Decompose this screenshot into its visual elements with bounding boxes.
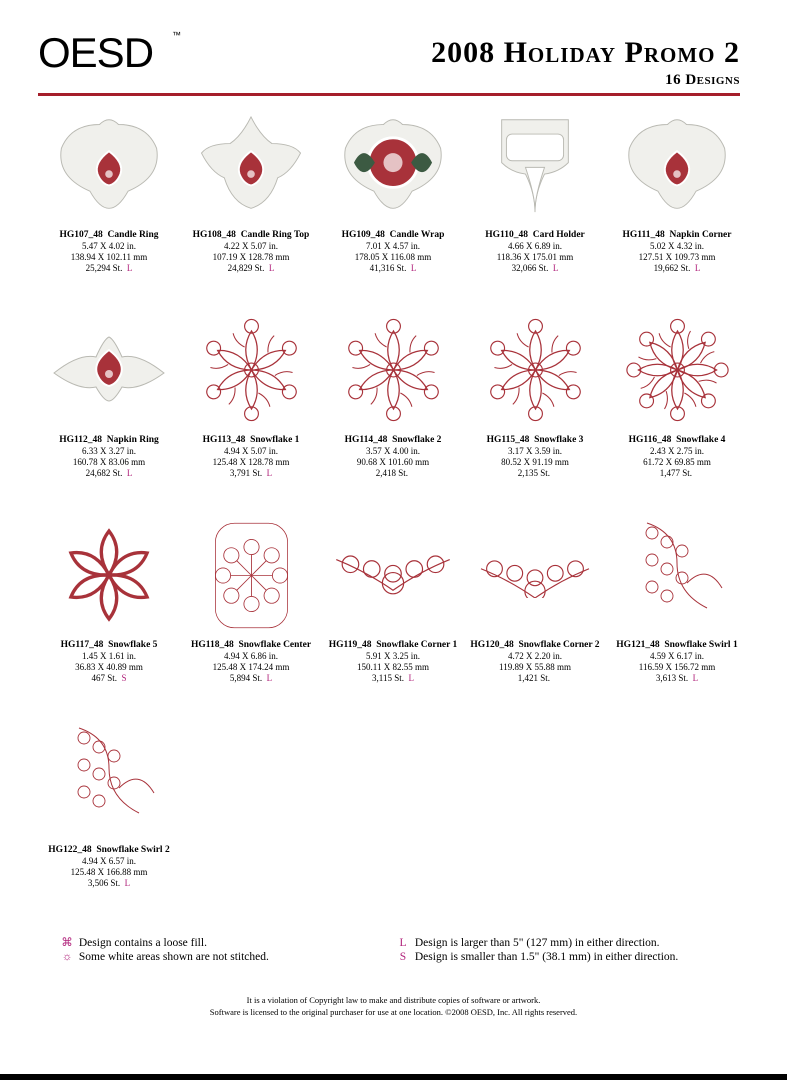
design-stitches: 25,294 St. L — [85, 263, 133, 273]
design-image — [464, 305, 606, 435]
size-mark: L — [126, 468, 133, 478]
design-stitches: 2,418 St. — [375, 468, 408, 478]
design-name: HG109_48 Candle Wrap — [341, 230, 445, 240]
design-card — [606, 305, 748, 479]
legend-large: L Design is larger than 5" (127 mm) in either direction. — [399, 937, 660, 949]
design-name: HG112_48 Napkin Ring — [59, 435, 159, 445]
design-card — [464, 305, 606, 479]
design-size-mm: 127.51 X 109.73 mm — [638, 252, 716, 262]
design-size-mm: 125.48 X 166.88 mm — [70, 867, 148, 877]
design-name: HG114_48 Snowflake 2 — [344, 435, 442, 445]
size-mark: L — [552, 263, 559, 273]
design-stitches: 1,477 St. — [659, 468, 692, 478]
design-name: HG119_48 Snowflake Corner 1 — [328, 640, 458, 650]
legend-small: S Design is smaller than 1.5" (38.1 mm) in either direction. — [399, 951, 679, 963]
design-size-in: 3.17 X 3.59 in. — [508, 446, 562, 456]
design-image — [180, 100, 322, 230]
oesd-logo: OESD ™ — [38, 29, 181, 76]
design-card — [38, 100, 180, 274]
design-size-mm: 125.48 X 174.24 mm — [212, 662, 290, 672]
design-size-in: 4.94 X 6.57 in. — [82, 856, 136, 866]
design-stitches: 1,421 St. — [517, 673, 550, 683]
design-card — [464, 510, 606, 684]
design-image — [38, 305, 180, 435]
design-size-in: 5.47 X 4.02 in. — [82, 241, 136, 251]
design-image — [322, 305, 464, 435]
legend-left — [58, 936, 269, 964]
design-size-mm: 125.48 X 128.78 mm — [212, 457, 290, 467]
design-name: HG107_48 Candle Ring — [59, 230, 159, 240]
design-size-in: 6.33 X 3.27 in. — [82, 446, 136, 456]
design-name: HG115_48 Snowflake 3 — [486, 435, 584, 445]
design-stitches: 24,682 St. L — [85, 468, 133, 478]
design-size-mm: 116.59 X 156.72 mm — [638, 662, 716, 672]
design-card — [322, 100, 464, 274]
design-stitches: 41,316 St. L — [369, 263, 417, 273]
design-card — [606, 100, 748, 274]
size-mark: L — [266, 468, 273, 478]
design-size-in: 3.57 X 4.00 in. — [366, 446, 420, 456]
design-size-mm: 61.72 X 69.85 mm — [643, 457, 711, 467]
size-mark: L — [126, 263, 133, 273]
design-image — [464, 510, 606, 640]
design-image — [464, 100, 606, 230]
design-card — [180, 100, 322, 274]
design-stitches: 3,115 St. L — [372, 673, 414, 683]
design-size-mm: 150.11 X 82.55 mm — [357, 662, 429, 672]
design-size-in: 4.22 X 5.07 in. — [224, 241, 278, 251]
design-name: HG122_48 Snowflake Swirl 2 — [48, 845, 170, 855]
size-mark: L — [124, 878, 131, 888]
design-name: HG110_48 Card Holder — [485, 230, 585, 240]
design-image — [606, 100, 748, 230]
header-rule — [38, 93, 740, 96]
design-size-in: 5.91 X 3.25 in. — [366, 651, 420, 661]
copyright-footer: It is a violation of Copyright law to make and distribute copies of software or artwork. Software is licensed to the original purchaser for use at one location. ©2008 OESD, Inc. All rights reserved. — [209, 995, 578, 1017]
design-name: HG108_48 Candle Ring Top — [192, 230, 310, 240]
legend-loose-fill: ⌘ Design contains a loose fill. — [61, 937, 207, 949]
design-size-mm: 160.78 X 83.06 mm — [72, 457, 146, 467]
size-mark: L — [694, 263, 701, 273]
design-size-in: 4.66 X 6.89 in. — [508, 241, 562, 251]
design-size-mm: 90.68 X 101.60 mm — [356, 457, 430, 467]
design-stitches: 19,662 St. L — [653, 263, 701, 273]
design-image — [38, 510, 180, 640]
size-mark: L — [408, 673, 414, 683]
design-stitches: 32,066 St. L — [511, 263, 559, 273]
design-count: 16 Designs — [665, 72, 740, 88]
legend-right — [394, 936, 678, 964]
design-card — [464, 100, 606, 274]
design-size-in: 2.43 X 2.75 in. — [650, 446, 704, 456]
design-card — [322, 305, 464, 479]
design-name: HG111_48 Napkin Corner — [622, 230, 732, 240]
design-size-mm: 80.52 X 91.19 mm — [501, 457, 569, 467]
logo-text: OESD — [38, 29, 154, 76]
page-title: 2008 Holiday Promo 2 — [431, 36, 740, 69]
design-size-in: 1.45 X 1.61 in. — [82, 651, 136, 661]
design-image — [38, 100, 180, 230]
design-size-in: 4.72 X 2.20 in. — [508, 651, 562, 661]
design-size-mm: 118.36 X 175.01 mm — [496, 252, 574, 262]
design-size-in: 4.94 X 5.07 in. — [224, 446, 278, 456]
size-mark: S — [121, 673, 127, 683]
size-mark: L — [266, 673, 273, 683]
design-stitches: 467 St. S — [91, 673, 127, 683]
design-size-in: 4.59 X 6.17 in. — [650, 651, 704, 661]
design-size-mm: 138.94 X 102.11 mm — [70, 252, 148, 262]
design-card — [606, 510, 748, 684]
design-name: HG121_48 Snowflake Swirl 1 — [616, 640, 738, 650]
design-size-in: 5.02 X 4.32 in. — [650, 241, 704, 251]
design-size-in: 7.01 X 4.57 in. — [366, 241, 420, 251]
design-name: HG120_48 Snowflake Corner 2 — [470, 640, 600, 650]
design-name: HG118_48 Snowflake Center — [190, 640, 312, 650]
size-mark: L — [410, 263, 417, 273]
design-size-mm: 107.19 X 128.78 mm — [212, 252, 290, 262]
design-stitches: 5,894 St. L — [229, 673, 273, 683]
design-image — [322, 510, 464, 640]
design-image — [322, 100, 464, 230]
bottom-bar — [0, 1074, 787, 1080]
design-image — [180, 305, 322, 435]
design-image — [606, 510, 748, 640]
design-image — [180, 510, 322, 640]
size-mark: L — [268, 263, 275, 273]
design-stitches: 3,791 St. L — [229, 468, 273, 478]
design-stitches: 24,829 St. L — [227, 263, 275, 273]
legend-white-areas: ☼ Some white areas shown are not stitched. — [61, 951, 269, 963]
design-card — [180, 510, 322, 684]
design-card — [38, 510, 180, 684]
design-size-mm: 178.05 X 116.08 mm — [354, 252, 432, 262]
design-size-mm: 36.83 X 40.89 mm — [75, 662, 143, 672]
design-name: HG113_48 Snowflake 1 — [202, 435, 300, 445]
design-size-in: 4.94 X 6.86 in. — [224, 651, 278, 661]
design-image — [606, 305, 748, 435]
design-stitches: 2,135 St. — [517, 468, 550, 478]
design-stitches: 3,506 St. L — [87, 878, 131, 888]
design-card — [38, 305, 180, 479]
design-card — [180, 305, 322, 479]
design-image — [38, 715, 180, 845]
design-card — [38, 715, 180, 889]
size-mark: L — [692, 673, 699, 683]
design-name: HG117_48 Snowflake 5 — [60, 640, 158, 650]
design-card — [322, 510, 464, 684]
design-stitches: 3,613 St. L — [655, 673, 699, 683]
design-name: HG116_48 Snowflake 4 — [628, 435, 726, 445]
design-size-mm: 119.89 X 55.88 mm — [499, 662, 571, 672]
